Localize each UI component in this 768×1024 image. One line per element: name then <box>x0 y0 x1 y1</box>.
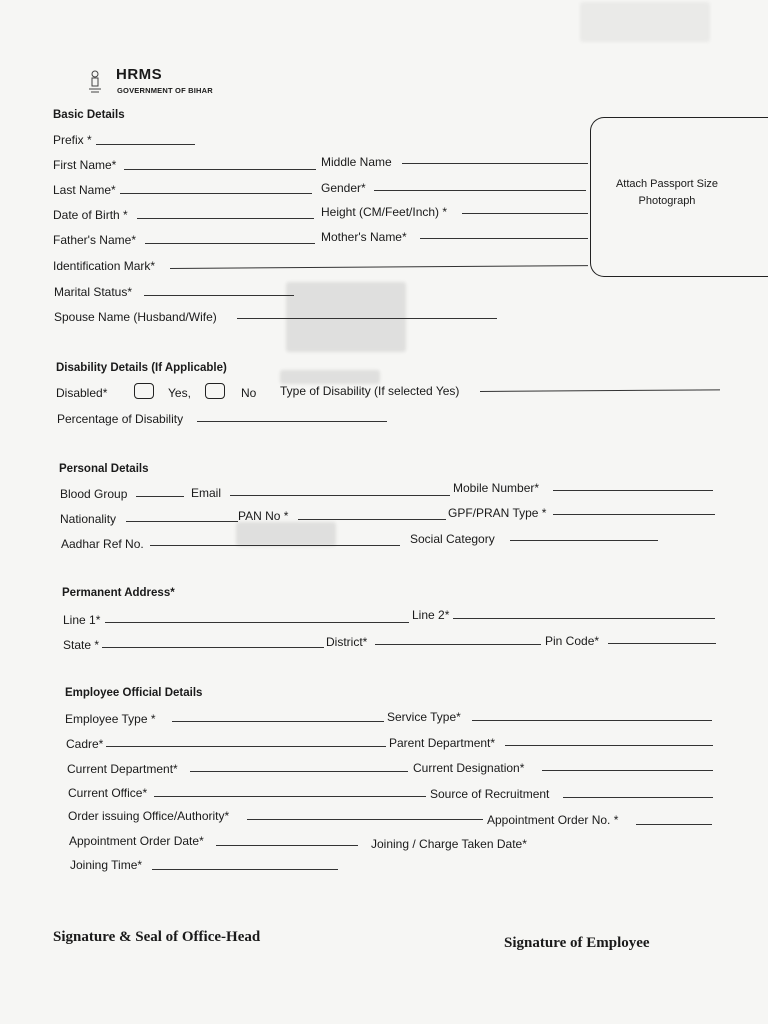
office-head-signature-label: Signature & Seal of Office-Head <box>53 929 261 945</box>
joining-time-label: Joining Time* <box>70 858 143 872</box>
dob-field[interactable] <box>137 218 314 219</box>
order-no-field[interactable] <box>636 824 712 825</box>
photo-label: Attach Passport Size Photograph <box>615 178 719 207</box>
line2-field[interactable] <box>453 618 715 619</box>
source-recruitment-label: Source of Recruitment <box>430 787 550 801</box>
stamp-mark <box>280 370 380 384</box>
prefix-field[interactable] <box>96 144 195 145</box>
address-heading: Permanent Address* <box>62 587 175 599</box>
first-name-field[interactable] <box>124 169 316 170</box>
disability-type-label: Type of Disability (If selected Yes) <box>280 384 460 398</box>
middle-name-field[interactable] <box>402 163 588 164</box>
email-field[interactable] <box>230 495 450 496</box>
current-designation-field[interactable] <box>542 770 713 771</box>
current-designation-label: Current Designation* <box>413 761 525 775</box>
stamp-mark <box>286 282 406 352</box>
order-office-field[interactable] <box>247 819 483 820</box>
mobile-field[interactable] <box>553 490 713 491</box>
disability-type-field[interactable] <box>480 389 720 392</box>
service-type-label: Service Type* <box>387 710 461 724</box>
last-name-label: Last Name* <box>53 183 116 197</box>
marital-status-label: Marital Status* <box>54 285 133 299</box>
disabled-yes-checkbox[interactable] <box>134 383 154 399</box>
disability-percentage-label: Percentage of Disability <box>57 412 184 426</box>
father-name-field[interactable] <box>145 243 315 244</box>
identification-label: Identification Mark* <box>53 259 156 273</box>
last-name-field[interactable] <box>120 193 312 194</box>
identification-field[interactable] <box>170 265 588 269</box>
state-label: State * <box>63 638 100 652</box>
official-heading: Employee Official Details <box>65 687 203 699</box>
government-emblem-icon <box>86 68 104 96</box>
parent-department-label: Parent Department* <box>389 736 496 750</box>
pan-field[interactable] <box>298 519 446 520</box>
mother-name-field[interactable] <box>420 238 588 239</box>
parent-department-field[interactable] <box>505 745 713 746</box>
employee-type-label: Employee Type * <box>65 712 156 726</box>
social-category-field[interactable] <box>510 540 658 541</box>
current-office-label: Current Office* <box>68 786 148 800</box>
disabled-label: Disabled* <box>56 386 108 400</box>
order-no-label: Appointment Order No. * <box>487 813 619 827</box>
gender-label: Gender* <box>321 181 366 195</box>
email-label: Email <box>191 486 222 500</box>
line1-label: Line 1* <box>63 613 101 627</box>
scan-smudge <box>580 2 710 42</box>
personal-heading: Personal Details <box>59 463 149 475</box>
disabled-yes-label: Yes, <box>168 386 191 400</box>
prefix-label: Prefix * <box>53 133 92 147</box>
order-office-label: Order issuing Office/Authority* <box>68 809 230 823</box>
line2-label: Line 2* <box>412 608 450 622</box>
district-field[interactable] <box>375 644 541 645</box>
mother-name-label: Mother's Name* <box>321 230 407 244</box>
app-title: HRMS <box>116 66 163 83</box>
nationality-label: Nationality <box>60 512 117 526</box>
first-name-label: First Name* <box>53 158 117 172</box>
district-label: District* <box>326 635 368 649</box>
cadre-label: Cadre* <box>66 737 104 751</box>
height-field[interactable] <box>462 213 588 214</box>
father-name-label: Father's Name* <box>53 233 136 247</box>
aadhar-field[interactable] <box>150 545 400 546</box>
nationality-field[interactable] <box>126 521 238 522</box>
height-label: Height (CM/Feet/Inch) * <box>321 205 448 219</box>
gpf-label: GPF/PRAN Type * <box>448 506 547 520</box>
employee-type-field[interactable] <box>172 721 384 722</box>
gpf-field[interactable] <box>553 514 715 515</box>
employee-signature-label: Signature of Employee <box>504 935 650 951</box>
spouse-name-field[interactable] <box>237 318 497 319</box>
marital-status-field[interactable] <box>144 295 294 296</box>
joining-time-field[interactable] <box>152 869 338 870</box>
state-field[interactable] <box>102 647 324 648</box>
disability-percentage-field[interactable] <box>197 421 387 422</box>
aadhar-label: Aadhar Ref No. <box>61 537 144 551</box>
pan-label: PAN No * <box>238 509 289 523</box>
basic-heading: Basic Details <box>53 109 125 121</box>
blood-group-label: Blood Group <box>60 487 128 501</box>
cadre-field[interactable] <box>106 746 386 747</box>
mobile-label: Mobile Number* <box>453 481 540 495</box>
current-department-label: Current Department* <box>67 762 178 776</box>
disabled-no-label: No <box>241 386 257 400</box>
blood-group-field[interactable] <box>136 496 184 497</box>
order-date-label: Appointment Order Date* <box>69 834 204 848</box>
spouse-name-label: Spouse Name (Husband/Wife) <box>54 310 217 324</box>
app-subtitle: GOVERNMENT OF BIHAR <box>117 86 213 95</box>
stamp-mark <box>236 522 336 546</box>
disability-heading: Disability Details (If Applicable) <box>56 362 227 374</box>
current-department-field[interactable] <box>190 771 408 772</box>
source-recruitment-field[interactable] <box>563 797 713 798</box>
line1-field[interactable] <box>105 622 409 623</box>
service-type-field[interactable] <box>472 720 712 721</box>
pin-code-field[interactable] <box>608 643 716 644</box>
joining-date-label: Joining / Charge Taken Date* <box>371 837 527 851</box>
gender-field[interactable] <box>374 190 586 191</box>
disabled-no-checkbox[interactable] <box>205 383 225 399</box>
dob-label: Date of Birth * <box>53 208 128 222</box>
order-date-field[interactable] <box>216 845 358 846</box>
current-office-field[interactable] <box>154 796 426 797</box>
social-category-label: Social Category <box>410 532 495 546</box>
pin-code-label: Pin Code* <box>545 634 600 648</box>
middle-name-label: Middle Name <box>321 155 392 169</box>
